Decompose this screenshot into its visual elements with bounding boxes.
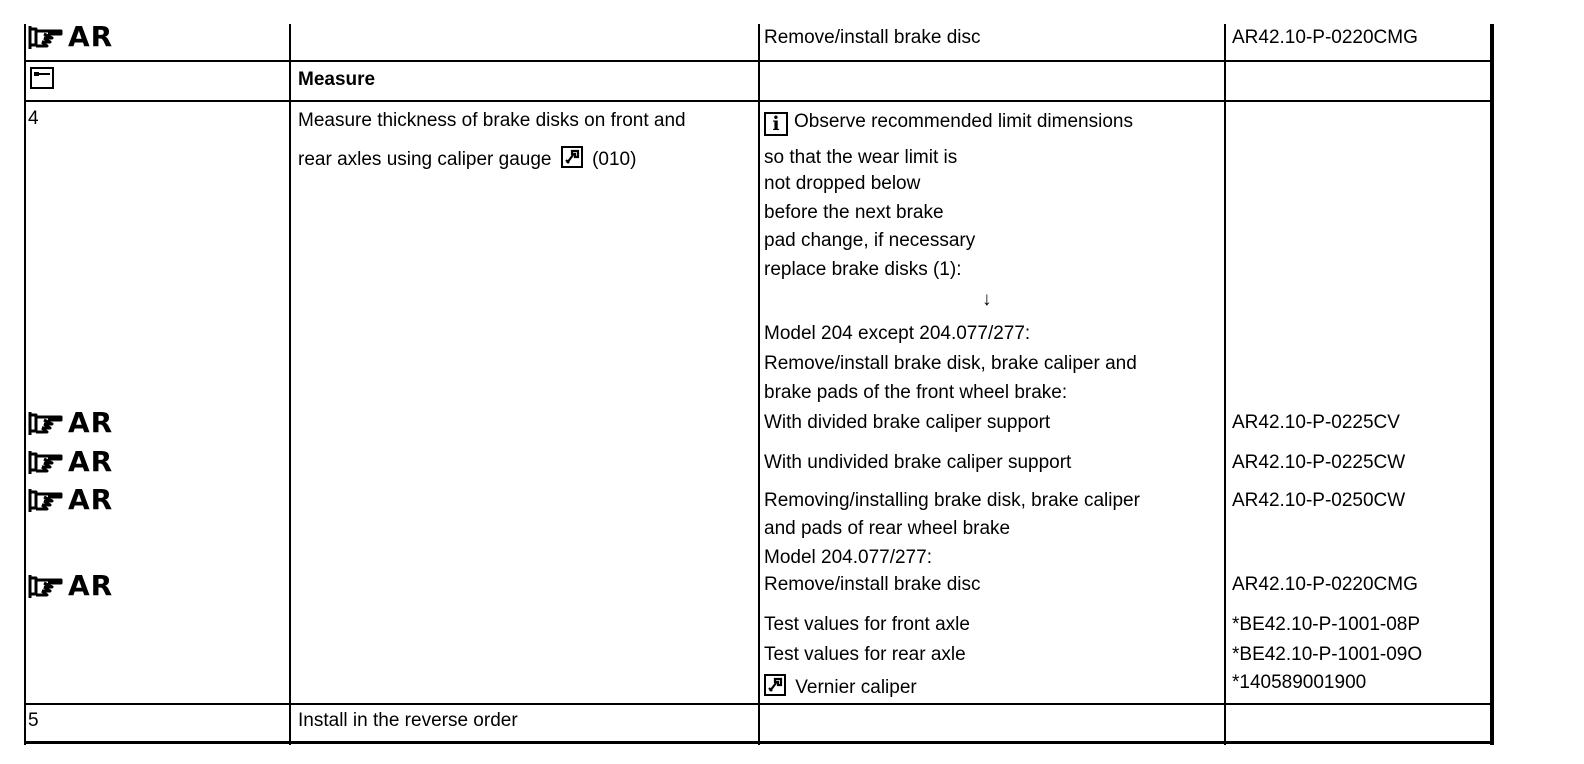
ar-label: AR xyxy=(68,569,114,602)
ar-reference-marker[interactable] xyxy=(28,22,113,52)
operation-text: Install in the reverse order xyxy=(298,710,518,731)
ar-reference-marker[interactable] xyxy=(28,485,113,515)
special-tool-icon xyxy=(764,674,786,696)
note-line-2: so that the wear limit is xyxy=(764,147,958,168)
be-document-link[interactable]: *BE42.10-P-1001-09O xyxy=(1232,644,1423,665)
ar-label: AR xyxy=(68,20,114,53)
test-values-rear: Test values for rear axle xyxy=(764,644,966,665)
note-line-1-text: Observe recommended limit dimensions xyxy=(794,111,1133,132)
ar-reference-marker[interactable] xyxy=(28,447,113,477)
item-text-line-1: Removing/installing brake disk, brake caliper xyxy=(764,490,1140,511)
grid-line-row1 xyxy=(24,60,1494,62)
grid-line-row2 xyxy=(24,100,1494,102)
step-number: 4 xyxy=(28,108,39,129)
step-number: 5 xyxy=(28,710,39,731)
model-b-heading: Model 204.077/277: xyxy=(764,547,932,568)
pointing-hand-icon xyxy=(28,23,64,51)
down-arrow: ↓ xyxy=(982,289,992,310)
tool-part-number-link[interactable]: *140589001900 xyxy=(1232,672,1367,693)
note-line-1 xyxy=(764,110,1133,136)
grid-line-left xyxy=(24,24,26,745)
note-line-3: not dropped below xyxy=(764,173,921,194)
ar-label: AR xyxy=(68,483,114,516)
test-values-front: Test values for front axle xyxy=(764,614,970,635)
note-line-6: replace brake disks (1): xyxy=(764,259,962,280)
section-heading-measure: Measure xyxy=(298,69,376,90)
info-icon: i xyxy=(764,112,788,136)
ar-reference-marker[interactable] xyxy=(28,408,113,438)
item-text: Remove/install brake disc xyxy=(764,574,981,595)
operation-line-2-text: rear axles using caliper gauge xyxy=(298,149,552,170)
item-text-line-2: and pads of rear wheel brake xyxy=(764,518,1011,539)
sub-heading-1: Remove/install brake disk, brake caliper and xyxy=(764,353,1137,374)
grid-line-col3 xyxy=(758,24,760,745)
tool-name: Vernier caliper xyxy=(795,677,917,698)
pointing-hand-icon xyxy=(28,448,64,476)
task-text: Remove/install brake disc xyxy=(764,27,981,48)
ar-document-link[interactable]: AR42.10-P-0250CW xyxy=(1232,490,1406,511)
grid-line-col4 xyxy=(1224,24,1226,745)
ar-document-link[interactable]: AR42.10-P-0220CMG xyxy=(1232,27,1418,48)
operation-line-2 xyxy=(298,146,636,171)
grid-line-bottom xyxy=(24,741,1494,744)
grid-line-right xyxy=(1490,24,1494,745)
be-document-link[interactable]: *BE42.10-P-1001-08P xyxy=(1232,614,1421,635)
ar-reference-marker[interactable] xyxy=(28,571,113,601)
note-line-5: pad change, if necessary xyxy=(764,230,976,251)
operation-line-1: Measure thickness of brake disks on front and xyxy=(298,110,686,131)
pointing-hand-icon xyxy=(28,572,64,600)
item-text: With undivided brake caliper support xyxy=(764,452,1072,473)
note-line-4: before the next brake xyxy=(764,202,944,223)
ar-document-link[interactable]: AR42.10-P-0225CV xyxy=(1232,412,1400,433)
pointing-hand-icon xyxy=(28,486,64,514)
pointing-hand-icon xyxy=(28,409,64,437)
tool-line xyxy=(764,674,917,699)
measure-icon xyxy=(30,67,54,94)
ar-label: AR xyxy=(68,445,114,478)
special-tool-icon xyxy=(561,146,583,168)
grid-line-col2 xyxy=(289,24,291,745)
ar-label: AR xyxy=(68,406,114,439)
sub-heading-2: brake pads of the front wheel brake: xyxy=(764,382,1068,403)
operation-ref: (010) xyxy=(592,149,637,170)
item-text: With divided brake caliper support xyxy=(764,412,1051,433)
ar-document-link[interactable]: AR42.10-P-0220CMG xyxy=(1232,574,1418,595)
grid-line-row3 xyxy=(24,703,1494,705)
ar-document-link[interactable]: AR42.10-P-0225CW xyxy=(1232,452,1406,473)
model-a-heading: Model 204 except 204.077/277: xyxy=(764,323,1031,344)
